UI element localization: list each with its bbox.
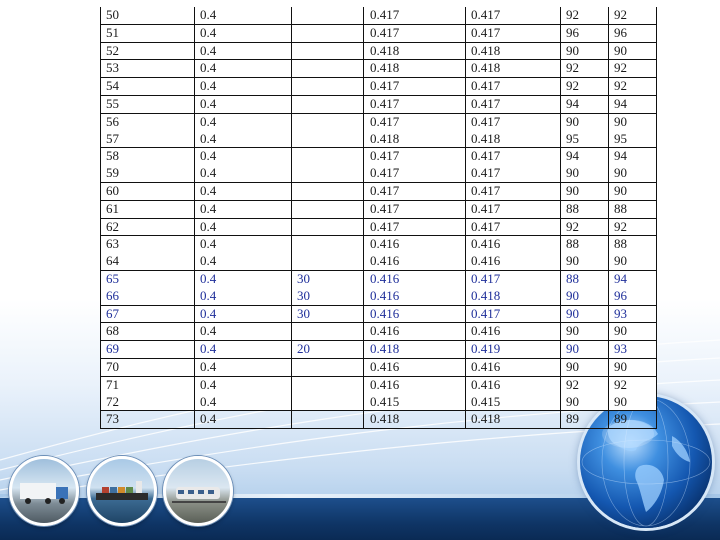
table-cell-col6: 88 — [561, 200, 609, 218]
table-cell-col6: 90 — [561, 42, 609, 60]
table-cell-col2: 0.4 — [195, 323, 292, 341]
table-row — [101, 148, 657, 165]
table-row — [101, 113, 657, 130]
table-cell-col5: 0.417 — [466, 270, 561, 287]
table-cell-col4: 0.416 — [364, 376, 466, 393]
table-cell-col6: 92 — [561, 78, 609, 96]
table-cell-col1: 54 — [101, 78, 195, 96]
table-cell-col5: 0.417 — [466, 78, 561, 96]
table-cell-col1: 58 — [101, 148, 195, 165]
table-cell-col4: 0.417 — [364, 78, 466, 96]
table-cell-col6: 88 — [561, 236, 609, 253]
table-cell-col1: 59 — [101, 165, 195, 182]
table-cell-col6: 95 — [561, 131, 609, 148]
cargo-ship-photo — [87, 456, 157, 526]
table-cell-col7: 90 — [609, 253, 657, 270]
table-cell-col5: 0.416 — [466, 253, 561, 270]
table-cell-col2: 0.4 — [195, 60, 292, 78]
table-cell-col5: 0.418 — [466, 131, 561, 148]
table-cell-col2: 0.4 — [195, 95, 292, 113]
table-row — [101, 200, 657, 218]
table-cell-col4: 0.417 — [364, 218, 466, 236]
table-cell-col1: 67 — [101, 305, 195, 323]
table-cell-col6: 90 — [561, 323, 609, 341]
table-cell-col7: 94 — [609, 95, 657, 113]
table-row — [101, 305, 657, 323]
table-cell-col7: 94 — [609, 148, 657, 165]
table-cell-col7: 90 — [609, 165, 657, 182]
table-cell-col6: 94 — [561, 148, 609, 165]
table-cell-col3 — [292, 95, 364, 113]
table-cell-col3 — [292, 200, 364, 218]
table-cell-col5: 0.417 — [466, 200, 561, 218]
table-cell-col6: 90 — [561, 113, 609, 130]
table-cell-col1: 50 — [101, 7, 195, 24]
table-cell-col5: 0.417 — [466, 182, 561, 200]
table-cell-col1: 61 — [101, 200, 195, 218]
table-row — [101, 95, 657, 113]
table-cell-col3 — [292, 24, 364, 42]
table-row — [101, 253, 657, 270]
table-cell-col4: 0.416 — [364, 288, 466, 305]
table-cell-col3 — [292, 253, 364, 270]
table-cell-col2: 0.4 — [195, 113, 292, 130]
table-cell-col6: 90 — [561, 165, 609, 182]
table-cell-col5: 0.417 — [466, 95, 561, 113]
table-cell-col6: 90 — [561, 182, 609, 200]
table-cell-col6: 92 — [561, 376, 609, 393]
table-body — [101, 7, 657, 429]
table-cell-col2: 0.4 — [195, 376, 292, 393]
table-cell-col3 — [292, 411, 364, 429]
table-cell-col2: 0.4 — [195, 42, 292, 60]
table-cell-col5: 0.416 — [466, 376, 561, 393]
table-cell-col2: 0.4 — [195, 253, 292, 270]
table-cell-col3: 30 — [292, 288, 364, 305]
table-cell-col1: 51 — [101, 24, 195, 42]
table-cell-col1: 72 — [101, 394, 195, 411]
table-row — [101, 165, 657, 182]
table-row — [101, 42, 657, 60]
table-cell-col3 — [292, 323, 364, 341]
table-cell-col7: 93 — [609, 341, 657, 359]
table-cell-col4: 0.415 — [364, 394, 466, 411]
table-cell-col1: 69 — [101, 341, 195, 359]
table-cell-col4: 0.418 — [364, 131, 466, 148]
table-cell-col5: 0.416 — [466, 323, 561, 341]
table-cell-col6: 90 — [561, 305, 609, 323]
table-cell-col2: 0.4 — [195, 236, 292, 253]
table-cell-col2: 0.4 — [195, 182, 292, 200]
table-row — [101, 323, 657, 341]
table-cell-col7: 92 — [609, 376, 657, 393]
table-cell-col6: 90 — [561, 288, 609, 305]
table-cell-col1: 52 — [101, 42, 195, 60]
data-table — [100, 7, 657, 429]
table-cell-col7: 88 — [609, 200, 657, 218]
table-cell-col1: 63 — [101, 236, 195, 253]
table-cell-col2: 0.4 — [195, 270, 292, 287]
table-row — [101, 288, 657, 305]
table-cell-col2: 0.4 — [195, 131, 292, 148]
table-cell-col3: 30 — [292, 270, 364, 287]
table-cell-col1: 57 — [101, 131, 195, 148]
table-row — [101, 341, 657, 359]
table-cell-col4: 0.416 — [364, 323, 466, 341]
table-cell-col3 — [292, 131, 364, 148]
table-cell-col4: 0.418 — [364, 341, 466, 359]
table-cell-col4: 0.417 — [364, 7, 466, 24]
table-cell-col7: 92 — [609, 218, 657, 236]
truck-photo — [9, 456, 79, 526]
table-cell-col5: 0.418 — [466, 288, 561, 305]
table-cell-col6: 88 — [561, 270, 609, 287]
table-cell-col1: 62 — [101, 218, 195, 236]
table-cell-col4: 0.417 — [364, 95, 466, 113]
table-cell-col7: 94 — [609, 270, 657, 287]
table-cell-col4: 0.418 — [364, 411, 466, 429]
table-cell-col7: 90 — [609, 394, 657, 411]
table-cell-col2: 0.4 — [195, 165, 292, 182]
table-cell-col3 — [292, 165, 364, 182]
table-row — [101, 236, 657, 253]
data-table-container — [100, 7, 656, 427]
table-cell-col3 — [292, 182, 364, 200]
table-cell-col3 — [292, 113, 364, 130]
table-cell-col4: 0.416 — [364, 253, 466, 270]
table-cell-col3 — [292, 42, 364, 60]
table-cell-col7: 88 — [609, 236, 657, 253]
table-cell-col3 — [292, 148, 364, 165]
table-cell-col1: 73 — [101, 411, 195, 429]
table-cell-col7: 96 — [609, 24, 657, 42]
table-cell-col6: 89 — [561, 411, 609, 429]
table-cell-col2: 0.4 — [195, 200, 292, 218]
table-cell-col2: 0.4 — [195, 7, 292, 24]
table-cell-col2: 0.4 — [195, 288, 292, 305]
table-cell-col1: 56 — [101, 113, 195, 130]
table-cell-col7: 92 — [609, 60, 657, 78]
table-row — [101, 218, 657, 236]
table-cell-col1: 64 — [101, 253, 195, 270]
table-cell-col4: 0.418 — [364, 42, 466, 60]
table-cell-col4: 0.416 — [364, 358, 466, 376]
table-cell-col6: 92 — [561, 60, 609, 78]
table-cell-col5: 0.417 — [466, 165, 561, 182]
table-cell-col5: 0.418 — [466, 42, 561, 60]
table-cell-col7: 89 — [609, 411, 657, 429]
table-cell-col7: 90 — [609, 182, 657, 200]
table-cell-col4: 0.416 — [364, 270, 466, 287]
table-cell-col5: 0.417 — [466, 113, 561, 130]
train-photo — [163, 456, 233, 526]
table-cell-col5: 0.416 — [466, 236, 561, 253]
table-cell-col2: 0.4 — [195, 411, 292, 429]
table-cell-col2: 0.4 — [195, 148, 292, 165]
table-row — [101, 270, 657, 287]
table-cell-col7: 90 — [609, 42, 657, 60]
table-cell-col5: 0.417 — [466, 218, 561, 236]
table-cell-col4: 0.417 — [364, 200, 466, 218]
table-cell-col6: 90 — [561, 358, 609, 376]
table-cell-col1: 71 — [101, 376, 195, 393]
table-row — [101, 78, 657, 96]
table-cell-col3: 20 — [292, 341, 364, 359]
table-cell-col7: 93 — [609, 305, 657, 323]
table-cell-col3 — [292, 236, 364, 253]
table-cell-col7: 95 — [609, 131, 657, 148]
table-cell-col4: 0.417 — [364, 148, 466, 165]
table-row — [101, 376, 657, 393]
table-cell-col1: 65 — [101, 270, 195, 287]
table-cell-col3 — [292, 218, 364, 236]
table-row — [101, 131, 657, 148]
table-cell-col2: 0.4 — [195, 218, 292, 236]
table-cell-col3 — [292, 376, 364, 393]
table-cell-col5: 0.418 — [466, 60, 561, 78]
table-cell-col4: 0.417 — [364, 182, 466, 200]
table-cell-col4: 0.416 — [364, 305, 466, 323]
table-cell-col3 — [292, 7, 364, 24]
table-cell-col1: 70 — [101, 358, 195, 376]
table-cell-col5: 0.417 — [466, 7, 561, 24]
table-cell-col4: 0.418 — [364, 60, 466, 78]
table-cell-col6: 90 — [561, 394, 609, 411]
table-cell-col5: 0.419 — [466, 341, 561, 359]
table-cell-col4: 0.417 — [364, 113, 466, 130]
table-cell-col2: 0.4 — [195, 24, 292, 42]
table-cell-col7: 90 — [609, 113, 657, 130]
table-cell-col2: 0.4 — [195, 78, 292, 96]
table-cell-col4: 0.416 — [364, 236, 466, 253]
table-cell-col3 — [292, 60, 364, 78]
table-cell-col6: 94 — [561, 95, 609, 113]
table-cell-col3 — [292, 394, 364, 411]
table-row — [101, 358, 657, 376]
table-cell-col1: 53 — [101, 60, 195, 78]
table-cell-col1: 60 — [101, 182, 195, 200]
table-cell-col2: 0.4 — [195, 305, 292, 323]
table-cell-col1: 68 — [101, 323, 195, 341]
table-row — [101, 182, 657, 200]
table-row — [101, 24, 657, 42]
table-row — [101, 411, 657, 429]
table-cell-col2: 0.4 — [195, 358, 292, 376]
table-cell-col5: 0.418 — [466, 411, 561, 429]
table-cell-col1: 66 — [101, 288, 195, 305]
table-cell-col3 — [292, 78, 364, 96]
table-cell-col6: 92 — [561, 218, 609, 236]
table-cell-col6: 90 — [561, 253, 609, 270]
table-cell-col6: 92 — [561, 7, 609, 24]
table-cell-col2: 0.4 — [195, 341, 292, 359]
table-cell-col6: 96 — [561, 24, 609, 42]
table-cell-col5: 0.417 — [466, 24, 561, 42]
table-cell-col3 — [292, 358, 364, 376]
table-cell-col1: 55 — [101, 95, 195, 113]
table-row — [101, 60, 657, 78]
table-cell-col2: 0.4 — [195, 394, 292, 411]
table-cell-col4: 0.417 — [364, 165, 466, 182]
table-cell-col7: 90 — [609, 323, 657, 341]
table-cell-col7: 92 — [609, 78, 657, 96]
table-cell-col6: 90 — [561, 341, 609, 359]
table-row — [101, 7, 657, 24]
table-cell-col5: 0.416 — [466, 358, 561, 376]
table-cell-col7: 92 — [609, 7, 657, 24]
table-cell-col7: 96 — [609, 288, 657, 305]
table-cell-col5: 0.417 — [466, 305, 561, 323]
table-cell-col4: 0.417 — [364, 24, 466, 42]
table-cell-col5: 0.415 — [466, 394, 561, 411]
table-row — [101, 394, 657, 411]
table-cell-col3: 30 — [292, 305, 364, 323]
table-cell-col7: 90 — [609, 358, 657, 376]
table-cell-col5: 0.417 — [466, 148, 561, 165]
